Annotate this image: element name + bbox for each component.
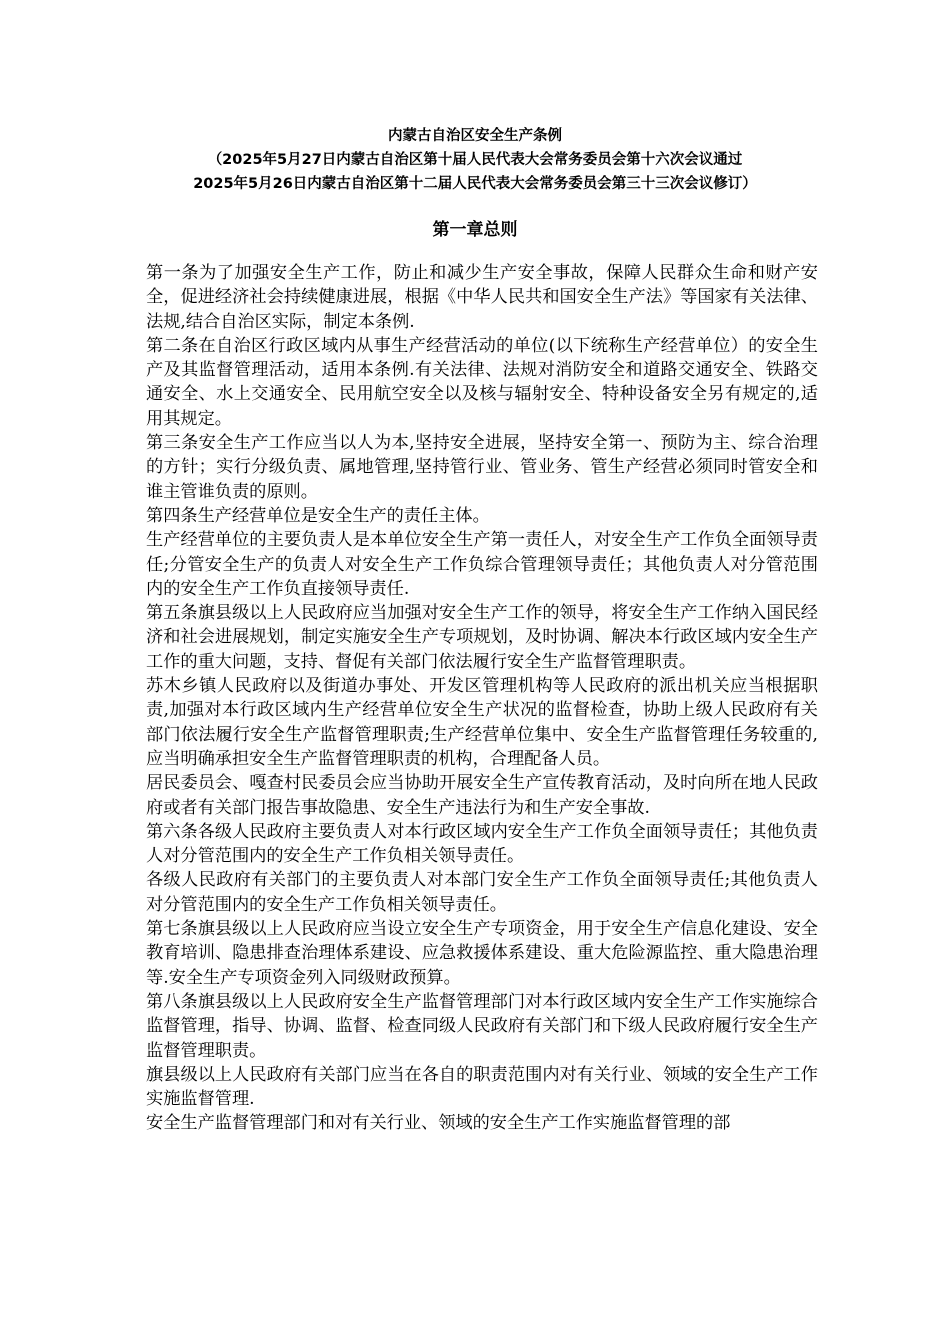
article-6-paragraph: 第六条各级人民政府主要负责人对本行政区域内安全生产工作负全面领导责任；其他负责人对分管范围内的安全生产工作负相关领导责任。 [146, 821, 818, 867]
document-header [0, 124, 950, 196]
article-8-sub-paragraph-1: 旗县级以上人民政府有关部门应当在各自的职责范围内对有关行业、领域的安全生产工作实施监督管理. [146, 1064, 818, 1110]
article-8-paragraph: 第八条旗县级以上人民政府安全生产监督管理部门对本行政区域内安全生产工作实施综合监督管理，指导、协调、监督、检查同级人民政府有关部门和下级人民政府履行安全生产监督管理职责。 [146, 991, 818, 1061]
adoption-note-line-1: （2025年5月27日内蒙古自治区第十届人民代表大会常务委员会第十六次会议通过 [207, 152, 743, 168]
article-2-paragraph: 第二条在自治区行政区域内从事生产经营活动的单位(以下统称生产经营单位）的安全生产及其监督管理活动，适用本条例.有关法律、法规对消防安全和道路交通安全、铁路交通安全、水上交通安全、民用航空安全以及核与辐射安全、特种设备安全另有规定的,适用其规定。 [146, 335, 818, 429]
body-text [146, 261, 818, 1136]
adoption-note-line-2: 2025年5月26日内蒙古自治区第十二届人民代表大会常务委员会第三十三次会议修订） [193, 176, 757, 192]
article-6-sub-paragraph: 各级人民政府有关部门的主要负责人对本部门安全生产工作负全面领导责任;其他负责人对分管范围内的安全生产工作负相关领导责任。 [146, 870, 818, 915]
article-4-paragraph: 第四条生产经营单位是安全生产的责任主体。 [146, 505, 490, 526]
article-4-sub-paragraph: 生产经营单位的主要负责人是本单位安全生产第一责任人，对安全生产工作负全面领导责任;分管安全生产的负责人对安全生产工作负综合管理领导责任；其他负责人对分管范围内的安全生产工作负直接领导责任. [146, 530, 818, 599]
article-5-sub-paragraph-2: 居民委员会、嘎查村民委员会应当协助开展安全生产宣传教育活动，及时向所在地人民政府或者有关部门报告事故隐患、安全生产违法行为和生产安全事故. [146, 773, 818, 818]
document-title: 内蒙古自治区安全生产条例 [388, 128, 562, 144]
article-5-sub-paragraph-1: 苏木乡镇人民政府以及街道办事处、开发区管理机构等人民政府的派出机关应当根据职责,加强对本行政区域内生产经营单位安全生产状况的监督检查，协助上级人民政府有关部门依法履行安全生产监督管理职责;生产经营单位集中、安全生产监督管理任务较重的,应当明确承担安全生产监督管理职责的机构，合理配备人员。 [146, 676, 818, 769]
article-3-paragraph: 第三条安全生产工作应当以人为本,坚持安全进展，坚持安全第一、预防为主、综合治理的方针；实行分级负责、属地管理,坚持管行业、管业务、管生产经营必须同时管安全和谁主管谁负责的原则。 [146, 433, 818, 502]
article-5-paragraph: 第五条旗县级以上人民政府应当加强对安全生产工作的领导，将安全生产工作纳入国民经济和社会进展规划，制定实施安全生产专项规划，及时协调、解决本行政区域内安全生产工作的重大问题，支持、督促有关部门依法履行安全生产监督管理职责。 [146, 603, 818, 672]
article-8-sub-paragraph-2: 安全生产监督管理部门和对有关行业、领域的安全生产工作实施监督管理的部 [146, 1113, 731, 1134]
chapter-title: 第一章总则 [432, 220, 518, 240]
article-7-paragraph: 第七条旗县级以上人民政府应当设立安全生产专项资金，用于安全生产信息化建设、安全教育培训、隐患排查治理体系建设、应急救援体系建设、重大危险源监控、重大隐患治理等.安全生产专项资金列入同级财政预算。 [146, 919, 818, 988]
article-1-paragraph: 第一条为了加强安全生产工作，防止和减少生产安全事故，保障人民群众生命和财产安全，促进经济社会持续健康进展，根据《中华人民共和国安全生产法》等国家有关法律、法规,结合自治区实际，制定本条例. [146, 263, 818, 332]
